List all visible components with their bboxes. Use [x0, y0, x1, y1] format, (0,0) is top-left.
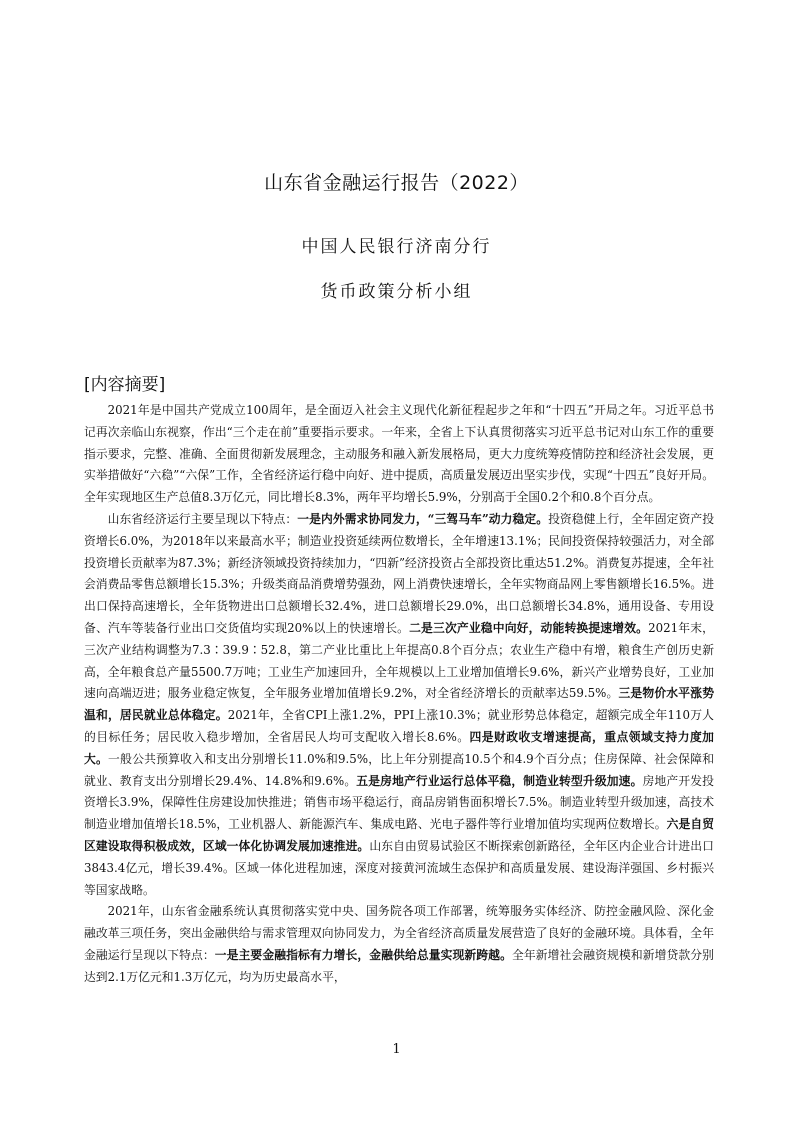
abstract-paragraph — [84, 509, 714, 901]
section-heading: [内容摘要] — [84, 375, 166, 395]
abstract-body — [84, 400, 714, 989]
text-run: 投资稳健上行，全年固定资产投资增长6.0%，为2018年以来最高水平；制造业投资延续两位数增长，全年增速13.1%；民间投资保持较强活力，对全部投资增长贡献率为87.3%；新经济领域投资持续加力，“四新”经济投资占全部投资比重达51.2%。消费复苏提速，全年社会消费品零售总额增长15.3%；升级类商品消费增势强劲，网上消费快速增长，全年实物商品网上零售额增长16.5%。进出口保持高速增长，全年货物进出口总额增长32.4%，进口总额增长29.0%，出口总额增长34.8%，通用设备、专用设备、汽车等装备行业出口交货值均实现20%以上的快速增长。 — [84, 511, 714, 635]
text-run: 2021年，山东省金融系统认真贯彻落实党中央、国务院各项工作部署，统筹服务实体经济、防控金融风险、深化金融改革三项任务，突出金融供给与需求管理双向协同发力，为全省经济高质量发展营造了良好的金融环境。具体看，全年金融运行呈现以下特点： — [84, 904, 714, 962]
bold-highlight: 五是房地产行业运行总体平稳，制造业转型升级加速。 — [356, 773, 643, 788]
text-run: 山东省经济运行主要呈现以下特点： — [107, 511, 298, 526]
bold-highlight: 一是主要金融指标有力增长，金融供给总量实现新跨越。 — [214, 947, 512, 962]
organization-name: 中国人民银行济南分行 — [301, 237, 492, 257]
page-number: 1 — [392, 1042, 401, 1057]
bold-highlight: 三是物价水平涨势温和，居民就业总体稳定。 — [84, 686, 714, 723]
text-run: 一般公共预算收入和支出分别增长11.0%和9.5%，比上年分别提高10.5个和4.9个百分点；住房保障、社会保障和就业、教育支出分别增长29.4%、14.8%和9.6%。 — [84, 751, 714, 788]
text-run: 2021年，全省CPI上涨1.2%，PPI上涨10.3%；就业形势总体稳定，超额完成全年110万人的目标任务；居民收入稳步增加，全省居民人均可支配收入增长8.6%。 — [84, 708, 714, 744]
text-run: 山东自由贸易试验区不断探索创新路径，全年区内企业合计进出口3843.4亿元，增长39.4%。区域一体化进程加速，深度对接黄河流域生态保护和高质量发展、建设海洋强国、乡村振兴等国家战略。 — [84, 838, 714, 897]
bold-highlight: 一是内外需求协同发力，“三驾马车”动力稳定。 — [297, 511, 549, 526]
abstract-paragraph — [84, 901, 714, 988]
text-run: 房地产开发投资增长3.9%，保障性住房建设加快推进；销售市场平稳运行，商品房销售面积增长7.5%。制造业转型升级加速，高技术制造业增加值增长18.5%，工业机器人、新能源汽车、集成电路、光电子器件等行业增加值均实现两位数增长。 — [84, 773, 714, 832]
report-title: 山东省金融运行报告（2022） — [264, 172, 529, 194]
text-run: 全年新增社会融资规模和新增贷款分别达到2.1万亿元和1.3万亿元，均为历史最高水平， — [84, 947, 714, 984]
bold-highlight: 四是财政收支增速提高，重点领域支持力度加大。 — [84, 729, 714, 766]
bold-highlight: 二是三次产业稳中向好，动能转换提速增效。 — [409, 620, 649, 635]
bold-highlight: 六是自贸区建设取得积极成效，区域一体化协调发展加速推进。 — [84, 817, 714, 853]
abstract-paragraph — [84, 400, 714, 509]
text-run: 2021年末，三次产业结构调整为7.3∶39.9∶52.8，第二产业比重比上年提高0.8个百分点；农业生产稳中有增，粮食生产创历史新高，全年粮食总产量5500.7万吨；工业生产加速回升，全年规模以上工业增加值增长9.6%，新兴产业增势良好，工业加速向高端迈进；服务业稳定恢复，全年服务业增加值增长9.2%，对全省经济增长的贡献率达59.5%。 — [84, 620, 714, 701]
group-name: 货币政策分析小组 — [320, 282, 473, 302]
text-run: 2021年是中国共产党成立100周年，是全面迈入社会主义现代化新征程起步之年和“十四五”开局之年。习近平总书记再次亲临山东视察，作出“三个走在前”重要指示要求。一年来，全省上下认真贯彻落实习近平总书记对山东工作的重要指示要求，完整、准确、全面贯彻新发展理念，主动服务和融入新发展格局，更大力度统筹疫情防控和经济社会发展，更实举措做好“六稳”“六保”工作，全省经济运行稳中向好、进中提质，高质量发展迈出坚实步伐，实现“十四五”良好开局。全年实现地区生产总值8.3万亿元，同比增长8.3%，两年平均增长5.9%，分别高于全国0.2个和0.8个百分点。 — [84, 403, 714, 505]
